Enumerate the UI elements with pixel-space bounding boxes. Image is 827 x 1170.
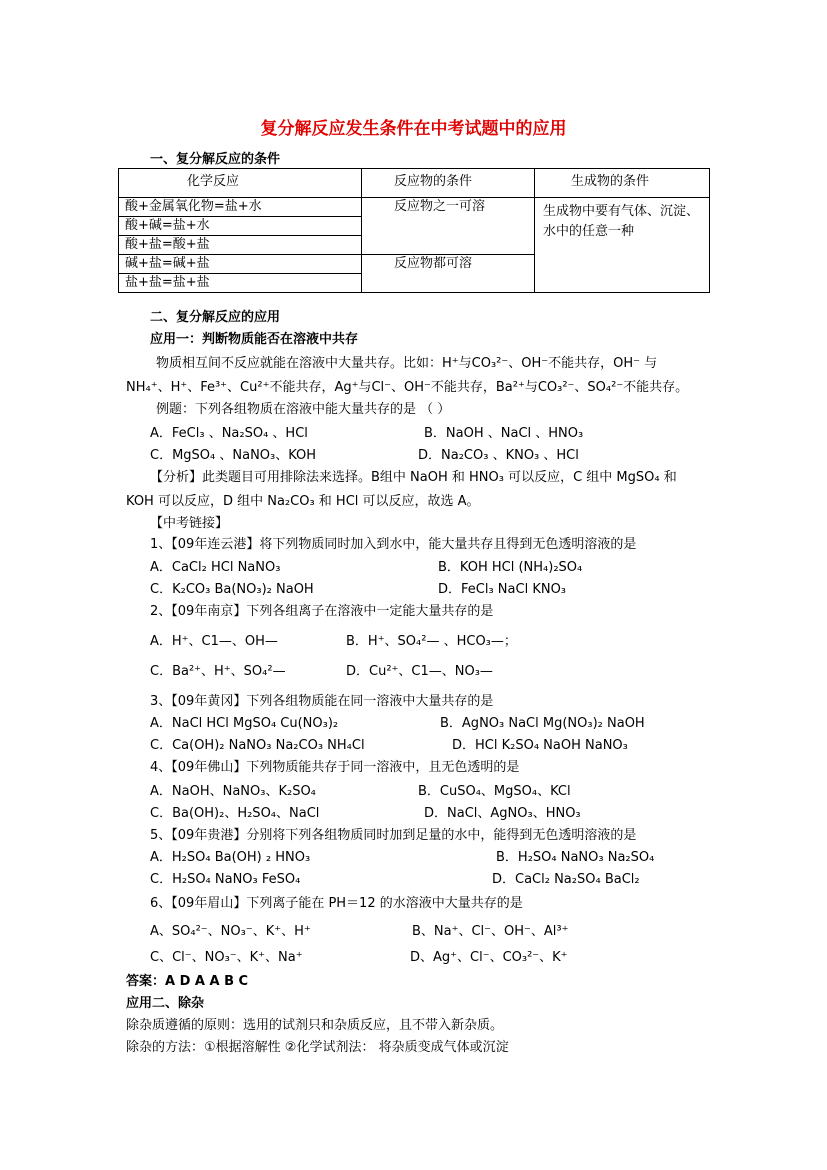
table-cell: 生成物中要有气体、沉淀、水中的任意一种 xyxy=(535,198,710,293)
option: A．CaCl₂ HCl NaNO₃ xyxy=(150,560,281,575)
option: A、SO₄²⁻、NO₃⁻、K⁺、H⁺ xyxy=(150,924,311,939)
table-cell: 碱+盐=碱+盐 xyxy=(119,255,362,274)
table-cell: 反应物之一可溶 xyxy=(362,198,535,255)
intro-line: 物质相互间不反应就能在溶液中大量共存。比如：H⁺与CO₃²⁻、OH⁻不能共存，OH⁻ 与 xyxy=(156,356,658,371)
option: D．HCl K₂SO₄ NaOH NaNO₃ xyxy=(452,738,628,753)
conditions-table xyxy=(118,168,710,293)
option: B．KOH HCl (NH₄)₂SO₄ xyxy=(438,560,583,575)
table-cell: 酸+金属氧化物=盐+水 xyxy=(119,198,362,217)
table-cell: 酸+盐=酸+盐 xyxy=(119,236,362,255)
application-two-heading: 应用二、除杂 xyxy=(126,996,205,1011)
question: 2、【09年南京】下列各组离子在溶液中一定能大量共存的是 xyxy=(150,604,494,619)
table-cell: 盐+盐=盐+盐 xyxy=(119,274,362,293)
option: D．FeCl₃ NaCl KNO₃ xyxy=(438,582,567,597)
table-header: 反应物的条件 xyxy=(362,169,535,198)
question: 5、【09年贵港】分别将下列各组物质同时加到足量的水中，能得到无色透明溶液的是 xyxy=(150,828,637,843)
section-heading-applications: 二、复分解反应的应用 xyxy=(150,310,281,325)
option: B、Na⁺、Cl⁻、OH⁻、Al³⁺ xyxy=(412,924,569,939)
answer-key: 答案：A D A A B C xyxy=(126,974,249,989)
method-line: 除杂的方法：①根据溶解性 ②化学试剂法： 将杂质变成气体或沉淀 xyxy=(126,1040,509,1055)
question: 4、【09年佛山】下列物质能共存于同一溶液中，且无色透明的是 xyxy=(150,760,520,775)
application-one-heading: 应用一：判断物质能否在溶液中共存 xyxy=(150,332,359,347)
option: B．CuSO₄、MgSO₄、KCl xyxy=(418,784,571,799)
table-cell: 酸+碱=盐+水 xyxy=(119,217,362,236)
option: C．H₂SO₄ NaNO₃ FeSO₄ xyxy=(150,872,301,887)
analysis-line: KOH 可以反应，D 组中 Na₂CO₃ 和 HCl 可以反应，故选 A。 xyxy=(126,494,480,509)
option: D．Cu²⁺、C1—、NO₃— xyxy=(346,664,493,679)
option: D．Na₂CO₃ 、KNO₃ 、HCl xyxy=(418,448,579,463)
option: C．Ba²⁺、H⁺、SO₄²— xyxy=(150,664,286,679)
question: 3、【09年黄冈】下列各组物质能在同一溶液中大量共存的是 xyxy=(150,694,494,709)
option: D、Ag⁺、Cl⁻、CO₃²⁻、K⁺ xyxy=(410,950,568,965)
option: A．H₂SO₄ Ba(OH) ₂ HNO₃ xyxy=(150,850,311,865)
option: D．CaCl₂ Na₂SO₄ BaCl₂ xyxy=(492,872,640,887)
page-title: 复分解反应发生条件在中考试题中的应用 xyxy=(260,119,567,139)
option: B．AgNO₃ NaCl Mg(NO₃)₂ NaOH xyxy=(440,716,645,731)
example-question: 例题：下列各组物质在溶液中能大量共存的是 （ ） xyxy=(156,402,451,417)
option: A．NaOH、NaNO₃、K₂SO₄ xyxy=(150,784,316,799)
option: D．NaCl、AgNO₃、HNO₃ xyxy=(424,806,581,821)
option: C．MgSO₄ 、NaNO₃、KOH xyxy=(150,448,317,463)
option: B．H⁺、SO₄²— 、HCO₃—； xyxy=(346,634,517,649)
option: C．K₂CO₃ Ba(NO₃)₂ NaOH xyxy=(150,582,314,597)
question: 6、【09年眉山】下列离子能在 PH＝12 的水溶液中大量共存的是 xyxy=(150,896,523,911)
section-heading-conditions: 一、复分解反应的条件 xyxy=(150,152,281,167)
option: A．FeCl₃ 、Na₂SO₄ 、HCl xyxy=(150,426,308,441)
principle-line: 除杂质遵循的原则：选用的试剂只和杂质反应，且不带入新杂质。 xyxy=(126,1018,504,1033)
question: 1、【09年连云港】将下列物质同时加入到水中，能大量共存且得到无色透明溶液的是 xyxy=(150,537,637,552)
table-header: 生成物的条件 xyxy=(535,169,710,198)
option: C．Ca(OH)₂ NaNO₃ Na₂CO₃ NH₄Cl xyxy=(150,738,365,753)
table-header: 化学反应 xyxy=(119,169,362,198)
option: C．Ba(OH)₂、H₂SO₄、NaCl xyxy=(150,806,320,821)
table-cell: 反应物都可溶 xyxy=(362,255,535,293)
exam-link-heading: 【中考链接】 xyxy=(150,516,229,531)
option: A．NaCl HCl MgSO₄ Cu(NO₃)₂ xyxy=(150,716,339,731)
option: B．NaOH 、NaCl 、HNO₃ xyxy=(424,426,584,441)
analysis-line: 【分析】此类题目可用排除法来选择。B组中 NaOH 和 HNO₃ 可以反应，C 组中 MgSO₄ 和 xyxy=(150,470,677,485)
option: B．H₂SO₄ NaNO₃ Na₂SO₄ xyxy=(496,850,655,865)
intro-line: NH₄⁺、H⁺、Fe³⁺、Cu²⁺不能共存，Ag⁺与Cl⁻、OH⁻不能共存，Ba²⁺与CO₃²⁻、SO₄²⁻不能共存。 xyxy=(126,380,689,395)
option: C、Cl⁻、NO₃⁻、K⁺、Na⁺ xyxy=(150,950,303,965)
option: A．H⁺、C1—、OH— xyxy=(150,634,278,649)
